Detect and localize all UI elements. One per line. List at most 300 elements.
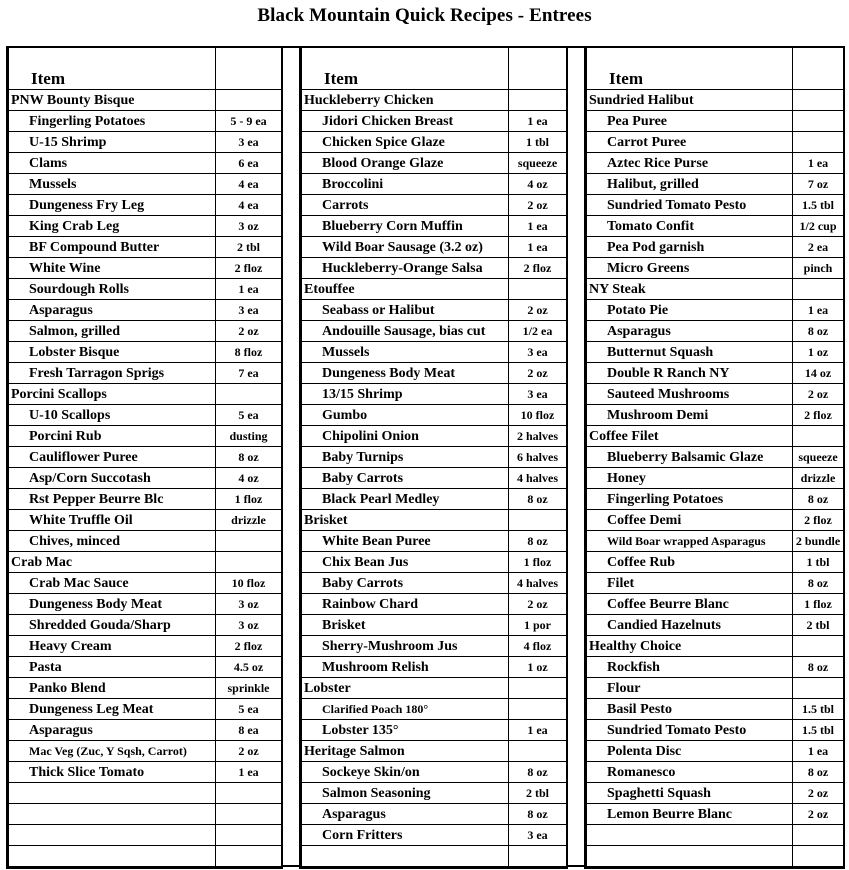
quantity-cell — [509, 699, 567, 720]
quantity-cell — [793, 426, 844, 447]
quantity-cell: 2 tbl — [793, 615, 844, 636]
table-row — [9, 321, 282, 342]
ingredient-name: Polenta Disc — [587, 741, 793, 762]
ingredient-name: Tomato Confit — [587, 216, 793, 237]
quantity-cell: 2 oz — [793, 783, 844, 804]
ingredient-name: Huckleberry-Orange Salsa — [302, 258, 509, 279]
ingredient-name: Thick Slice Tomato — [9, 762, 216, 783]
table-row — [302, 405, 567, 426]
ingredient-name: Corn Fritters — [302, 825, 509, 846]
table-row — [302, 783, 567, 804]
table-row — [587, 615, 844, 636]
quantity-cell — [216, 384, 282, 405]
ingredient-name: Crab Mac Sauce — [9, 573, 216, 594]
ingredient-name: 13/15 Shrimp — [302, 384, 509, 405]
table-header-row — [302, 47, 567, 90]
table-row — [9, 762, 282, 783]
recipe-row — [587, 636, 844, 657]
quantity-cell: 4 ea — [216, 195, 282, 216]
table-row — [9, 846, 282, 867]
table-row — [9, 636, 282, 657]
table-row — [587, 342, 844, 363]
table-row — [302, 447, 567, 468]
ingredient-name: Rst Pepper Beurre Blc — [9, 489, 216, 510]
quantity-cell: 2 floz — [509, 258, 567, 279]
table-row — [587, 384, 844, 405]
quantity-cell: 8 oz — [509, 489, 567, 510]
table-row — [302, 825, 567, 846]
quantity-cell: 2 oz — [509, 300, 567, 321]
quantity-cell: 1/2 ea — [509, 321, 567, 342]
column-header-item: Item — [9, 47, 216, 90]
table-row — [302, 636, 567, 657]
quantity-cell — [793, 279, 844, 300]
quantity-cell — [216, 825, 282, 846]
quantity-cell: 7 oz — [793, 174, 844, 195]
ingredient-name: Sockeye Skin/on — [302, 762, 509, 783]
quantity-cell: 3 ea — [509, 825, 567, 846]
quantity-cell — [509, 678, 567, 699]
quantity-cell: 1 ea — [793, 300, 844, 321]
quantity-cell: 4 halves — [509, 573, 567, 594]
quantity-cell: 4 ea — [216, 174, 282, 195]
recipe-row — [587, 426, 844, 447]
table-row — [9, 678, 282, 699]
ingredient-name: Pea Puree — [587, 111, 793, 132]
quantity-cell: 4 oz — [216, 468, 282, 489]
recipe-name: NY Steak — [587, 279, 793, 300]
ingredient-name: Fresh Tarragon Sprigs — [9, 363, 216, 384]
quantity-cell: 5 ea — [216, 405, 282, 426]
table-row — [587, 132, 844, 153]
quantity-cell — [509, 510, 567, 531]
table-row — [9, 342, 282, 363]
quantity-cell — [793, 846, 844, 867]
quantity-cell: 2 floz — [793, 405, 844, 426]
ingredient-name: Asp/Corn Succotash — [9, 468, 216, 489]
table-row — [9, 195, 282, 216]
recipe-name: Coffee Filet — [587, 426, 793, 447]
ingredient-name: Chipolini Onion — [302, 426, 509, 447]
quantity-cell: pinch — [793, 258, 844, 279]
table-row — [587, 468, 844, 489]
quantity-cell — [216, 531, 282, 552]
table-row — [587, 846, 844, 867]
table-row — [587, 510, 844, 531]
table-row — [302, 804, 567, 825]
ingredient-name: Wild Boar Sausage (3.2 oz) — [302, 237, 509, 258]
quantity-cell: 3 oz — [216, 594, 282, 615]
quantity-cell — [216, 846, 282, 867]
table-row — [587, 699, 844, 720]
quantity-cell: 1 ea — [216, 279, 282, 300]
ingredient-name: Cauliflower Puree — [9, 447, 216, 468]
ingredient-name: Lobster 135° — [302, 720, 509, 741]
recipe-row — [302, 678, 567, 699]
table-row — [302, 321, 567, 342]
quantity-cell: 8 oz — [793, 489, 844, 510]
ingredient-name: Romanesco — [587, 762, 793, 783]
ingredient-name: Honey — [587, 468, 793, 489]
table-row — [9, 783, 282, 804]
ingredient-name: Sherry-Mushroom Jus — [302, 636, 509, 657]
quantity-cell: 1 ea — [509, 720, 567, 741]
table-row — [9, 615, 282, 636]
ingredient-name: Baby Turnips — [302, 447, 509, 468]
table-row — [587, 720, 844, 741]
ingredient-name: U-15 Shrimp — [9, 132, 216, 153]
ingredient-name: Mushroom Demi — [587, 405, 793, 426]
table-row — [587, 762, 844, 783]
table-row — [587, 111, 844, 132]
ingredient-name: White Wine — [9, 258, 216, 279]
quantity-cell — [793, 132, 844, 153]
recipe-column-3 — [584, 46, 845, 869]
table-row — [302, 258, 567, 279]
ingredient-name: Potato Pie — [587, 300, 793, 321]
recipe-table — [301, 46, 567, 867]
table-row — [587, 237, 844, 258]
table-row — [9, 237, 282, 258]
quantity-cell: 1.5 tbl — [793, 720, 844, 741]
recipe-row — [9, 384, 282, 405]
quantity-cell: 1 floz — [216, 489, 282, 510]
table-row — [302, 573, 567, 594]
ingredient-name: Dungeness Leg Meat — [9, 699, 216, 720]
ingredient-name — [9, 846, 216, 867]
ingredient-name: Dungeness Fry Leg — [9, 195, 216, 216]
ingredient-name: Sourdough Rolls — [9, 279, 216, 300]
quantity-cell: 1 ea — [509, 216, 567, 237]
quantity-cell: 3 ea — [509, 384, 567, 405]
ingredient-name: Black Pearl Medley — [302, 489, 509, 510]
ingredient-name: Blueberry Balsamic Glaze — [587, 447, 793, 468]
recipe-name: Sundried Halibut — [587, 90, 793, 111]
quantity-cell: 2 oz — [793, 804, 844, 825]
table-row — [587, 300, 844, 321]
quantity-cell: 1.5 tbl — [793, 195, 844, 216]
recipe-row — [587, 90, 844, 111]
quantity-cell: 2 ea — [793, 237, 844, 258]
quantity-cell: squeeze — [509, 153, 567, 174]
ingredient-name: Chix Bean Jus — [302, 552, 509, 573]
ingredient-name: Pea Pod garnish — [587, 237, 793, 258]
ingredient-name: Gumbo — [302, 405, 509, 426]
quantity-cell: 5 ea — [216, 699, 282, 720]
table-header-row — [587, 47, 844, 90]
quantity-cell: 1 ea — [793, 153, 844, 174]
recipe-name: Lobster — [302, 678, 509, 699]
quantity-cell: 1 tbl — [509, 132, 567, 153]
ingredient-name — [587, 846, 793, 867]
quantity-cell: 5 - 9 ea — [216, 111, 282, 132]
table-row — [9, 573, 282, 594]
ingredient-name: Dungeness Body Meat — [302, 363, 509, 384]
quantity-cell: 3 oz — [216, 615, 282, 636]
ingredient-name: Halibut, grilled — [587, 174, 793, 195]
quantity-cell: 2 tbl — [509, 783, 567, 804]
quantity-cell — [216, 552, 282, 573]
quantity-cell: 4 oz — [509, 174, 567, 195]
ingredient-name: Micro Greens — [587, 258, 793, 279]
quantity-cell: 2 oz — [509, 594, 567, 615]
ingredient-name: Shredded Gouda/Sharp — [9, 615, 216, 636]
ingredient-name: Mac Veg (Zuc, Y Sqsh, Carrot) — [9, 741, 216, 762]
quantity-cell: 2 tbl — [216, 237, 282, 258]
quantity-cell: 6 halves — [509, 447, 567, 468]
table-row — [9, 720, 282, 741]
recipe-row — [302, 510, 567, 531]
table-row — [587, 174, 844, 195]
ingredient-name: Coffee Rub — [587, 552, 793, 573]
quantity-cell: squeeze — [793, 447, 844, 468]
table-row — [587, 573, 844, 594]
recipe-table — [8, 46, 282, 867]
table-row — [9, 594, 282, 615]
table-row — [9, 468, 282, 489]
ingredient-name: Sundried Tomato Pesto — [587, 720, 793, 741]
table-row — [9, 111, 282, 132]
table-row — [587, 363, 844, 384]
quantity-cell — [793, 678, 844, 699]
column-header-qty — [509, 47, 567, 90]
quantity-cell: 1 tbl — [793, 552, 844, 573]
table-row — [9, 510, 282, 531]
quantity-cell: 1 ea — [509, 111, 567, 132]
ingredient-name: Porcini Rub — [9, 426, 216, 447]
table-row — [587, 153, 844, 174]
quantity-cell: 8 oz — [509, 804, 567, 825]
recipe-name: Crab Mac — [9, 552, 216, 573]
ingredient-name: Fingerling Potatoes — [9, 111, 216, 132]
quantity-cell: 2 floz — [793, 510, 844, 531]
quantity-cell: 1/2 cup — [793, 216, 844, 237]
recipe-name: Heritage Salmon — [302, 741, 509, 762]
quantity-cell: 2 bundle — [793, 531, 844, 552]
quantity-cell: 8 oz — [509, 762, 567, 783]
column-header-item: Item — [587, 47, 793, 90]
table-row — [587, 594, 844, 615]
ingredient-name: Coffee Beurre Blanc — [587, 594, 793, 615]
quantity-cell: 1 floz — [793, 594, 844, 615]
ingredient-name: Carrots — [302, 195, 509, 216]
ingredient-name — [9, 804, 216, 825]
table-row — [302, 195, 567, 216]
ingredient-name: Broccolini — [302, 174, 509, 195]
quantity-cell: 1.5 tbl — [793, 699, 844, 720]
quantity-cell: 14 oz — [793, 363, 844, 384]
quantity-cell — [793, 90, 844, 111]
quantity-cell: 8 oz — [793, 321, 844, 342]
quantity-cell: 8 oz — [793, 762, 844, 783]
table-row — [587, 531, 844, 552]
page-title: Black Mountain Quick Recipes - Entrees — [257, 5, 592, 26]
table-row — [587, 447, 844, 468]
quantity-cell — [793, 825, 844, 846]
quantity-cell: 2 oz — [216, 321, 282, 342]
quantity-cell: 1 oz — [793, 342, 844, 363]
ingredient-name: Baby Carrots — [302, 573, 509, 594]
table-row — [587, 804, 844, 825]
quantity-cell: 3 ea — [216, 132, 282, 153]
table-row — [302, 384, 567, 405]
quantity-cell — [216, 90, 282, 111]
table-row — [587, 216, 844, 237]
table-row — [302, 657, 567, 678]
table-row — [9, 132, 282, 153]
quantity-cell — [509, 90, 567, 111]
quantity-cell: 1 ea — [793, 741, 844, 762]
ingredient-name: Lemon Beurre Blanc — [587, 804, 793, 825]
quantity-cell: 1 oz — [509, 657, 567, 678]
ingredient-name: White Bean Puree — [302, 531, 509, 552]
ingredient-name: Aztec Rice Purse — [587, 153, 793, 174]
recipe-name: PNW Bounty Bisque — [9, 90, 216, 111]
column-header-qty — [793, 47, 844, 90]
table-row — [302, 300, 567, 321]
quantity-cell: 2 oz — [509, 195, 567, 216]
table-row — [9, 804, 282, 825]
quantity-cell: 2 oz — [793, 384, 844, 405]
quantity-cell: 8 floz — [216, 342, 282, 363]
ingredient-name: Carrot Puree — [587, 132, 793, 153]
ingredient-name: Wild Boar wrapped Asparagus — [587, 531, 793, 552]
recipe-row — [9, 90, 282, 111]
quantity-cell: 10 floz — [509, 405, 567, 426]
ingredient-name: Coffee Demi — [587, 510, 793, 531]
quantity-cell: 4 floz — [509, 636, 567, 657]
ingredient-name: Mushroom Relish — [302, 657, 509, 678]
ingredient-name: Basil Pesto — [587, 699, 793, 720]
ingredient-name: Seabass or Halibut — [302, 300, 509, 321]
quantity-cell — [793, 636, 844, 657]
table-row — [302, 342, 567, 363]
table-row — [9, 426, 282, 447]
quantity-cell: 2 floz — [216, 258, 282, 279]
table-row — [9, 258, 282, 279]
ingredient-name: Rainbow Chard — [302, 594, 509, 615]
recipe-name: Healthy Choice — [587, 636, 793, 657]
table-header-row — [9, 47, 282, 90]
quantity-cell: 8 oz — [216, 447, 282, 468]
table-row — [587, 657, 844, 678]
table-row — [9, 216, 282, 237]
quantity-cell: 1 floz — [509, 552, 567, 573]
table-row — [302, 594, 567, 615]
recipe-row — [587, 279, 844, 300]
ingredient-name: Sauteed Mushrooms — [587, 384, 793, 405]
table-row — [302, 237, 567, 258]
table-row — [302, 846, 567, 867]
ingredient-name: Double R Ranch NY — [587, 363, 793, 384]
recipe-name: Brisket — [302, 510, 509, 531]
table-row — [587, 825, 844, 846]
ingredient-name: Jidori Chicken Breast — [302, 111, 509, 132]
quantity-cell — [509, 741, 567, 762]
recipe-name: Etouffee — [302, 279, 509, 300]
table-row — [302, 426, 567, 447]
quantity-cell — [216, 783, 282, 804]
ingredient-name: Filet — [587, 573, 793, 594]
quantity-cell: 4.5 oz — [216, 657, 282, 678]
quantity-cell: drizzle — [793, 468, 844, 489]
table-row — [9, 741, 282, 762]
quantity-cell: 1 por — [509, 615, 567, 636]
ingredient-name: Flour — [587, 678, 793, 699]
quantity-cell: 6 ea — [216, 153, 282, 174]
ingredient-name — [9, 783, 216, 804]
recipe-name: Porcini Scallops — [9, 384, 216, 405]
recipe-table — [586, 46, 844, 867]
ingredient-name: Blood Orange Glaze — [302, 153, 509, 174]
ingredient-name: Fingerling Potatoes — [587, 489, 793, 510]
table-row — [587, 195, 844, 216]
ingredient-name — [587, 825, 793, 846]
ingredient-name: Panko Blend — [9, 678, 216, 699]
table-row — [302, 552, 567, 573]
ingredient-name: Asparagus — [587, 321, 793, 342]
table-row — [9, 153, 282, 174]
ingredient-name: Clarified Poach 180° — [302, 699, 509, 720]
quantity-cell — [793, 111, 844, 132]
ingredient-name: Asparagus — [9, 300, 216, 321]
ingredient-name: Brisket — [302, 615, 509, 636]
ingredient-name: King Crab Leg — [9, 216, 216, 237]
table-row — [9, 300, 282, 321]
recipe-row — [302, 90, 567, 111]
ingredient-name: Asparagus — [302, 804, 509, 825]
ingredient-name: Salmon, grilled — [9, 321, 216, 342]
quantity-cell — [509, 846, 567, 867]
table-row — [302, 174, 567, 195]
table-row — [9, 489, 282, 510]
table-row — [587, 321, 844, 342]
quantity-cell: 8 oz — [509, 531, 567, 552]
table-row — [9, 279, 282, 300]
table-row — [9, 825, 282, 846]
quantity-cell: dusting — [216, 426, 282, 447]
table-row — [302, 153, 567, 174]
ingredient-name: Chicken Spice Glaze — [302, 132, 509, 153]
ingredient-name: BF Compound Butter — [9, 237, 216, 258]
table-row — [9, 174, 282, 195]
table-row — [302, 720, 567, 741]
ingredient-name: Rockfish — [587, 657, 793, 678]
table-row — [302, 762, 567, 783]
quantity-cell: drizzle — [216, 510, 282, 531]
quantity-cell: 4 halves — [509, 468, 567, 489]
recipe-column-1 — [6, 46, 283, 869]
ingredient-name: Baby Carrots — [302, 468, 509, 489]
quantity-cell: 2 oz — [509, 363, 567, 384]
table-row — [302, 468, 567, 489]
recipe-column-2 — [299, 46, 568, 869]
quantity-cell: 10 floz — [216, 573, 282, 594]
ingredient-name: Pasta — [9, 657, 216, 678]
ingredient-name: Lobster Bisque — [9, 342, 216, 363]
quantity-cell: 1 ea — [509, 237, 567, 258]
quantity-cell: 8 ea — [216, 720, 282, 741]
quantity-cell: 2 halves — [509, 426, 567, 447]
ingredient-name: Mussels — [302, 342, 509, 363]
quantity-cell: 3 ea — [216, 300, 282, 321]
table-row — [587, 405, 844, 426]
quantity-cell: 8 oz — [793, 657, 844, 678]
table-row — [9, 531, 282, 552]
quantity-cell: 1 ea — [216, 762, 282, 783]
quantity-cell: 8 oz — [793, 573, 844, 594]
quantity-cell: 7 ea — [216, 363, 282, 384]
